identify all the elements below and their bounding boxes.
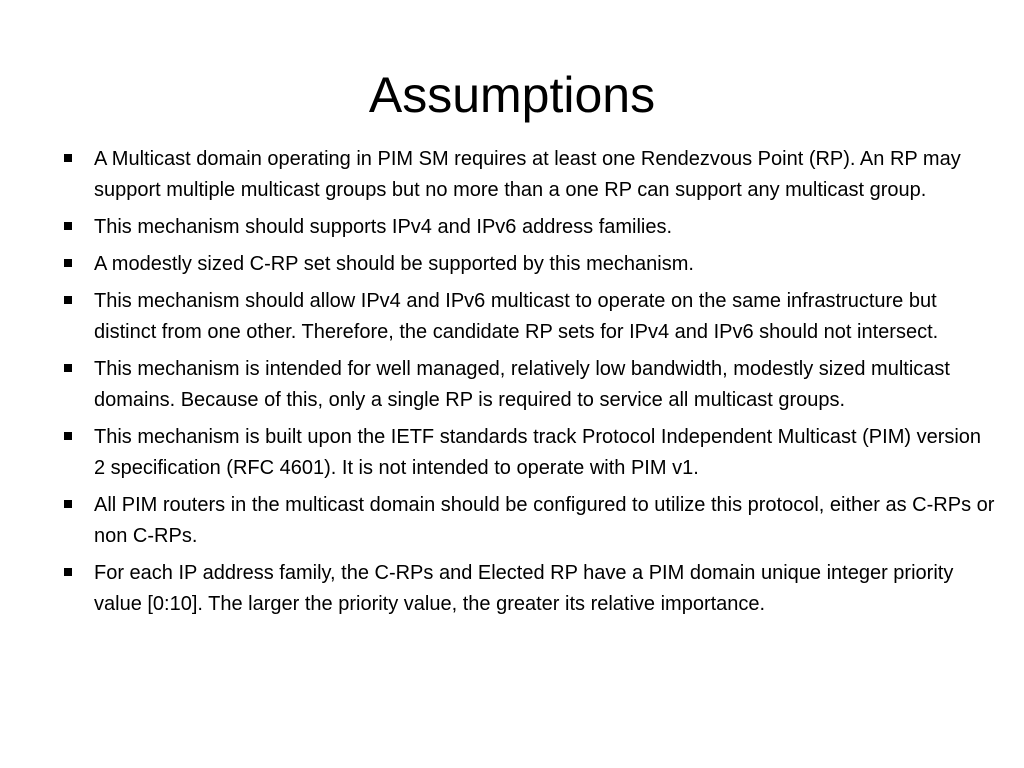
bullet-text: All PIM routers in the multicast domain should be configured to utilize this protocol, either as C-RPs or non C-RPs. (94, 494, 995, 547)
square-bullet-icon (64, 568, 72, 576)
bullet-text: This mechanism is intended for well managed, relatively low bandwidth, modestly sized multicast domains. Because of this, only a single RP is required to service all multicast groups. (94, 358, 950, 411)
bullet-item (62, 422, 997, 484)
square-bullet-icon (64, 296, 72, 304)
bullet-text: A Multicast domain operating in PIM SM requires at least one Rendezvous Point (RP). An RP may support multiple multicast groups but no more than a one RP can support any multicast group. (94, 148, 961, 201)
bullet-list (62, 144, 997, 626)
bullet-item (62, 558, 997, 620)
square-bullet-icon (64, 222, 72, 230)
square-bullet-icon (64, 500, 72, 508)
square-bullet-icon (64, 364, 72, 372)
bullet-item (62, 144, 997, 206)
square-bullet-icon (64, 259, 72, 267)
bullet-text: This mechanism is built upon the IETF standards track Protocol Independent Multicast (PIM) version 2 specification (RFC 4601). It is not intended to operate with PIM v1. (94, 426, 982, 479)
slide-title: Assumptions (368, 67, 656, 123)
square-bullet-icon (64, 154, 72, 162)
bullet-text: This mechanism should allow IPv4 and IPv6 multicast to operate on the same infrastructure but distinct from one other. Therefore, the candidate RP sets for IPv4 and IPv6 should not intersect. (94, 290, 939, 343)
square-bullet-icon (64, 432, 72, 440)
bullet-item (62, 212, 997, 243)
bullet-item (62, 490, 997, 552)
bullet-text: A modestly sized C-RP set should be supported by this mechanism. (94, 253, 694, 275)
bullet-item (62, 354, 997, 416)
bullet-item (62, 286, 997, 348)
bullet-item (62, 249, 997, 280)
bullet-text: This mechanism should supports IPv4 and IPv6 address families. (94, 216, 673, 238)
bullet-text: For each IP address family, the C-RPs and Elected RP have a PIM domain unique integer priority value [0:10]. The larger the priority value, the greater its relative importance. (94, 562, 954, 615)
